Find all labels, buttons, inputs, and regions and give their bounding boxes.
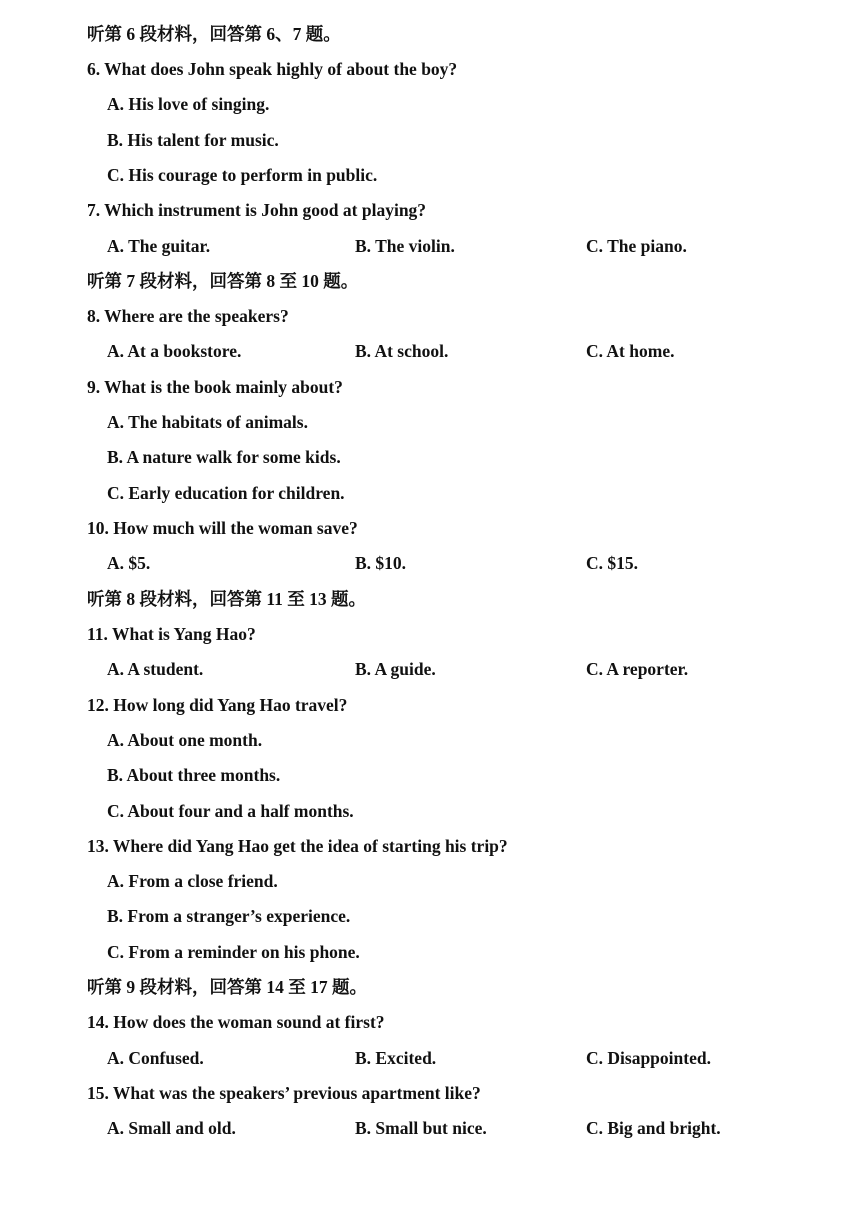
question-10-option-a: A. $5.: [107, 553, 151, 573]
question-14-option-a: A. Confused.: [107, 1048, 204, 1068]
section-heading: 听第 8 段材料，回答第 11 至 13 题。: [87, 589, 367, 609]
question-12-option-a: A. About one month.: [107, 730, 263, 750]
question-9-prompt: 9. What is the book mainly about?: [87, 377, 343, 397]
section-heading: 听第 9 段材料，回答第 14 至 17 题。: [87, 977, 367, 997]
question-8-option-a: A. At a bookstore.: [107, 341, 242, 361]
question-10-option-c: C. $15.: [586, 553, 639, 573]
question-7-prompt: 7. Which instrument is John good at playing?: [87, 200, 427, 220]
question-15-option-b: B. Small but nice.: [355, 1118, 487, 1138]
question-13-option-b: B. From a stranger’s experience.: [107, 906, 351, 926]
question-11-option-a: A. A student.: [107, 659, 204, 679]
question-11-option-b: B. A guide.: [355, 659, 436, 679]
question-8-prompt: 8. Where are the speakers?: [87, 306, 289, 326]
question-7-option-c: C. The piano.: [586, 236, 687, 256]
question-12-prompt: 12. How long did Yang Hao travel?: [87, 695, 348, 715]
question-13-option-c: C. From a reminder on his phone.: [107, 942, 360, 962]
question-7-options: [0, 229, 860, 264]
question-6-prompt: 6. What does John speak highly of about the boy?: [87, 59, 458, 79]
section-heading: 听第 7 段材料，回答第 8 至 10 题。: [87, 271, 359, 291]
question-8-option-b: B. At school.: [355, 341, 449, 361]
question-10-options: [0, 546, 860, 581]
question-9-option-a: A. The habitats of animals.: [107, 412, 308, 432]
question-6-option-a: A. His love of singing.: [107, 94, 270, 114]
question-9-option-b: B. A nature walk for some kids.: [107, 447, 341, 467]
question-8-option-c: C. At home.: [586, 341, 675, 361]
question-14-option-c: C. Disappointed.: [586, 1048, 711, 1068]
question-14-options: [0, 1041, 860, 1076]
question-11-options: [0, 652, 860, 687]
question-7-option-a: A. The guitar.: [107, 236, 211, 256]
question-12-option-c: C. About four and a half months.: [107, 801, 354, 821]
question-6-option-b: B. His talent for music.: [107, 130, 279, 150]
question-11-option-c: C. A reporter.: [586, 659, 689, 679]
question-13-prompt: 13. Where did Yang Hao get the idea of starting his trip?: [87, 836, 508, 856]
question-13-option-a: A. From a close friend.: [107, 871, 278, 891]
question-15-option-a: A. Small and old.: [107, 1118, 236, 1138]
question-6-option-c: C. His courage to perform in public.: [107, 165, 378, 185]
question-10-prompt: 10. How much will the woman save?: [87, 518, 358, 538]
question-10-option-b: B. $10.: [355, 553, 407, 573]
question-11-prompt: 11. What is Yang Hao?: [87, 624, 256, 644]
question-8-options: [0, 334, 860, 369]
section-heading: 听第 6 段材料，回答第 6、7 题。: [87, 24, 341, 44]
question-15-option-c: C. Big and bright.: [586, 1118, 721, 1138]
question-12-option-b: B. About three months.: [107, 765, 281, 785]
question-15-options: [0, 1111, 860, 1146]
question-14-option-b: B. Excited.: [355, 1048, 437, 1068]
question-15-prompt: 15. What was the speakers’ previous apartment like?: [87, 1083, 481, 1103]
question-7-option-b: B. The violin.: [355, 236, 455, 256]
question-9-option-c: C. Early education for children.: [107, 483, 345, 503]
question-14-prompt: 14. How does the woman sound at first?: [87, 1012, 385, 1032]
